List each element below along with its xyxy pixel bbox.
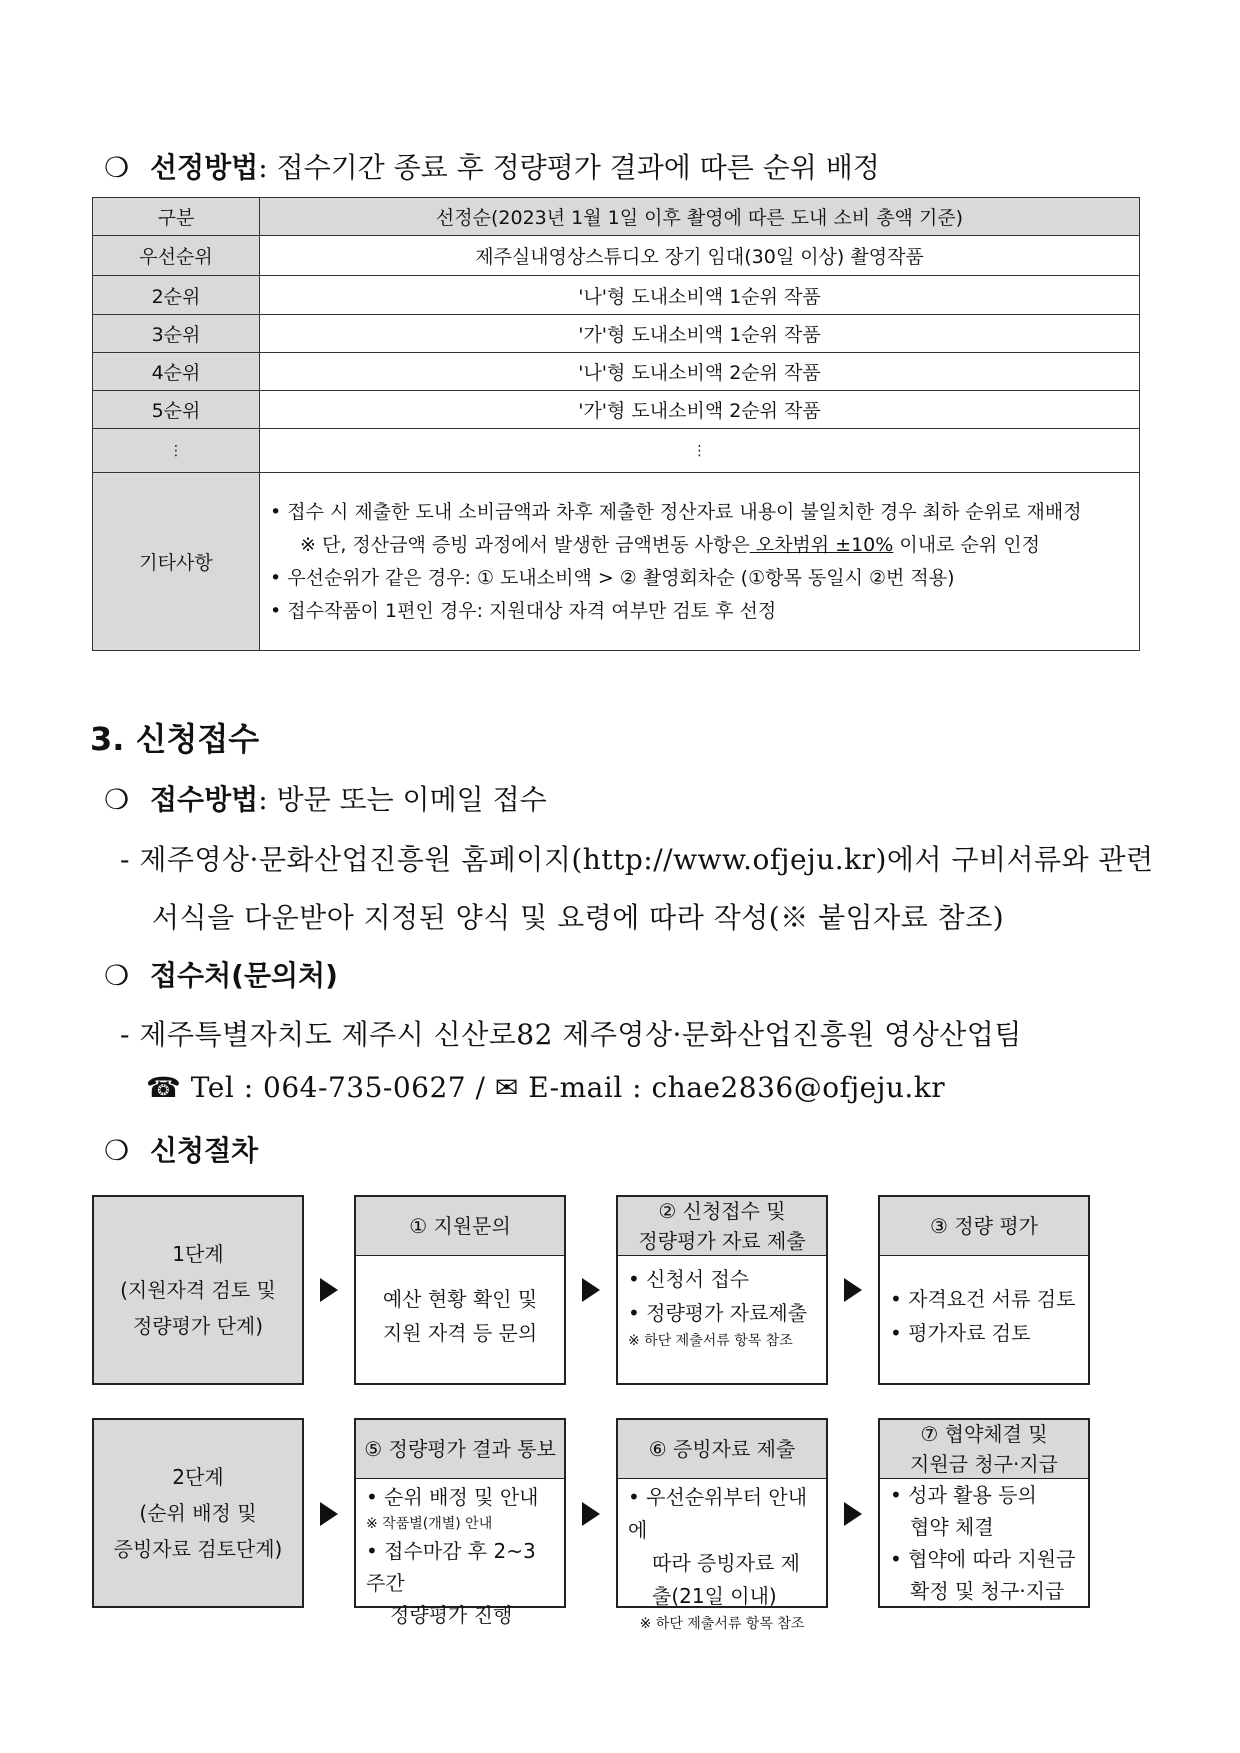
step-1-head: ① 지원문의 xyxy=(356,1197,564,1256)
stage-2-desc-2: 증빙자료 검토단계) xyxy=(113,1537,283,1561)
stage-1-desc-1: (지원자격 검토 및 xyxy=(120,1278,276,1302)
row-value: '가'형 도내소비액 2순위 작품 xyxy=(260,391,1140,429)
step-1-line-1: 예산 현황 확인 및 xyxy=(382,1287,538,1311)
method-detail-2: 서식을 다운받아 지정된 양식 및 요령에 따라 작성(※ 붙임자료 참조) xyxy=(152,901,1005,934)
step-5-box xyxy=(354,1418,566,1627)
step-6-box xyxy=(616,1418,828,1632)
row-value-ellipsis: ⋮ xyxy=(260,429,1140,473)
contact-address: - 제주특별자치도 제주시 신산로82 제주영상·문화산업진흥원 영상산업팀 xyxy=(120,1018,1022,1051)
step-1-box xyxy=(354,1195,566,1385)
method-text: : 방문 또는 이메일 접수 xyxy=(258,783,547,816)
selection-table xyxy=(92,197,1140,651)
etc-line-2b: 오차범위 ±10% xyxy=(749,533,894,556)
table-header-row xyxy=(93,198,1140,236)
contact-phone-email: ☎ Tel : 064-735-0627 / ✉ E-mail : chae2836@ofjeju.kr xyxy=(146,1071,946,1104)
procedure-line xyxy=(104,1129,258,1169)
etc-value xyxy=(260,473,1140,651)
stage-2-desc-1: (순위 배정 및 xyxy=(139,1501,257,1525)
method-label: 접수방법 xyxy=(150,783,259,816)
arrow-right-icon xyxy=(320,1502,338,1526)
table-row xyxy=(93,315,1140,353)
step-3-line-1: • 자격요건 서류 검토 xyxy=(890,1287,1076,1311)
stage-1-box xyxy=(92,1195,304,1385)
row-value: '나'형 도내소비액 2순위 작품 xyxy=(260,353,1140,391)
step-3-line-2: • 평가자료 검토 xyxy=(890,1321,1031,1345)
table-row xyxy=(93,236,1140,276)
step-7-line-2: 협약 체결 xyxy=(910,1515,994,1539)
procedure-label: 신청절차 xyxy=(150,1134,259,1167)
step-2-line-2: • 정량평가 자료제출 xyxy=(628,1301,808,1325)
row-key: 2순위 xyxy=(93,276,260,315)
etc-line-4: • 접수작품이 1편인 경우: 지원대상 자격 여부만 검토 후 선정 xyxy=(270,599,777,622)
stage-1-title: 1단계 xyxy=(172,1242,224,1266)
step-7-box xyxy=(878,1418,1090,1608)
step-7-content xyxy=(880,1479,1088,1613)
step-5-head: ⑤ 정량평가 결과 통보 xyxy=(356,1420,564,1479)
etc-line-2 xyxy=(270,529,1129,562)
arrow-right-icon xyxy=(844,1502,862,1526)
arrow-right-icon xyxy=(320,1278,338,1302)
step-5-line-3: 정량평가 진행 xyxy=(390,1603,513,1627)
table-row xyxy=(93,429,1140,473)
step-1-content xyxy=(356,1256,564,1376)
row-key-ellipsis: ⋮ xyxy=(93,429,260,473)
selection-method-text: : 접수기간 종료 후 정량평가 결과에 따른 순위 배정 xyxy=(258,151,880,184)
step-6-head: ⑥ 증빙자료 제출 xyxy=(618,1420,826,1479)
etc-line-2c: 이내로 순위 인정 xyxy=(893,533,1040,556)
step-6-line-3: 출(21일 이내) xyxy=(652,1584,777,1608)
table-row xyxy=(93,391,1140,429)
step-7-line-4: 확정 및 청구·지급 xyxy=(910,1579,1065,1603)
step-5-note: ※ 작품별(개별) 안내 xyxy=(366,1516,493,1532)
method-detail-1: - 제주영상·문화산업진흥원 홈페이지(http://www.ofjeju.kr)에서 구비서류와 관련 xyxy=(120,843,1154,876)
step-2-head-2: 정량평가 자료 제출 xyxy=(638,1229,806,1253)
step-2-box xyxy=(616,1195,828,1385)
step-7-head-2: 지원금 청구·지급 xyxy=(910,1452,1058,1476)
row-key: 우선순위 xyxy=(93,236,260,276)
step-7-head xyxy=(880,1420,1088,1479)
contact-line xyxy=(104,954,338,994)
etc-line-1: • 접수 시 제출한 도내 소비금액과 차후 제출한 정산자료 내용이 불일치한 경우 최하 순위로 재배정 xyxy=(270,500,1082,523)
table-header-category: 구분 xyxy=(93,198,260,236)
step-5-content xyxy=(356,1479,564,1637)
step-3-head: ③ 정량 평가 xyxy=(880,1197,1088,1256)
row-key: 4순위 xyxy=(93,353,260,391)
contact-label: 접수처(문의처) xyxy=(150,959,338,992)
table-row xyxy=(93,276,1140,315)
selection-method-label: 선정방법 xyxy=(150,151,259,184)
row-key: 3순위 xyxy=(93,315,260,353)
circle-bullet-icon: ❍ xyxy=(104,151,130,184)
step-2-head-1: ② 신청접수 및 xyxy=(658,1199,786,1223)
circle-bullet-icon: ❍ xyxy=(104,959,130,992)
arrow-right-icon xyxy=(582,1502,600,1526)
step-5-line-1: • 순위 배정 및 안내 xyxy=(366,1485,539,1509)
step-1-line-2: 지원 자격 등 문의 xyxy=(382,1321,538,1345)
step-7-line-3: • 협약에 따라 지원금 xyxy=(890,1547,1076,1571)
etc-line-2a: ※ 단, 정산금액 증빙 과정에서 발생한 금액변동 사항은 xyxy=(300,533,750,556)
step-6-content xyxy=(618,1479,826,1641)
etc-line-3: • 우선순위가 같은 경우: ① 도내소비액 > ② 촬영회차순 (①항목 동일시 ②번 적용) xyxy=(270,566,955,589)
section-title: 3. 신청접수 xyxy=(90,720,260,758)
step-6-note: ※ 하단 제출서류 항목 참조 xyxy=(639,1616,805,1632)
step-7-head-1: ⑦ 협약체결 및 xyxy=(920,1422,1048,1446)
circle-bullet-icon: ❍ xyxy=(104,1134,130,1167)
step-3-content xyxy=(880,1256,1088,1356)
method-line xyxy=(104,778,547,818)
row-value: 제주실내영상스튜디오 장기 임대(30일 이상) 촬영작품 xyxy=(260,236,1140,276)
step-7-line-1: • 성과 활용 등의 xyxy=(890,1483,1037,1507)
arrow-right-icon xyxy=(844,1278,862,1302)
etc-key: 기타사항 xyxy=(93,473,260,651)
table-row-etc xyxy=(93,473,1140,651)
step-6-line-2: 따라 증빙자료 제 xyxy=(652,1551,800,1575)
table-row xyxy=(93,353,1140,391)
step-2-note: ※ 하단 제출서류 항목 참조 xyxy=(628,1333,793,1349)
step-2-head xyxy=(618,1197,826,1256)
step-5-line-2: • 접수마감 후 2~3주간 xyxy=(366,1539,536,1595)
step-3-box xyxy=(878,1195,1090,1385)
step-6-line-1: • 우선순위부터 안내에 xyxy=(628,1485,808,1542)
table-header-order: 선정순(2023년 1월 1일 이후 촬영에 따른 도내 소비 총액 기준) xyxy=(260,198,1140,236)
circle-bullet-icon: ❍ xyxy=(104,783,130,816)
arrow-right-icon xyxy=(582,1278,600,1302)
selection-method-line xyxy=(104,146,880,186)
row-key: 5순위 xyxy=(93,391,260,429)
row-value: '가'형 도내소비액 1순위 작품 xyxy=(260,315,1140,353)
stage-1-desc-2: 정량평가 단계) xyxy=(132,1314,264,1338)
stage-2-box xyxy=(92,1418,304,1608)
row-value: '나'형 도내소비액 1순위 작품 xyxy=(260,276,1140,315)
step-2-content xyxy=(618,1256,826,1358)
step-2-line-1: • 신청서 접수 xyxy=(628,1267,750,1291)
stage-2-title: 2단계 xyxy=(172,1465,224,1489)
